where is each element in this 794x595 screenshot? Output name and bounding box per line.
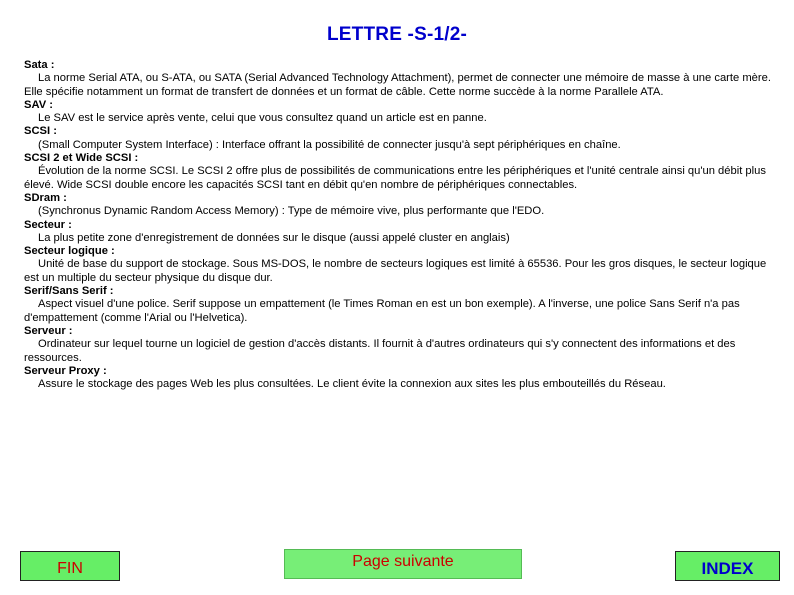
page-title: LETTRE -S-1/2-	[326, 24, 468, 45]
entry-definition: (Small Computer System Interface) : Interface offrant la possibilité de connecter jusqu'à sept périphériques en chaîne.	[38, 138, 621, 151]
entry-term: Serveur Proxy :	[24, 364, 107, 377]
glossary-entry	[24, 152, 772, 192]
next-page-button[interactable]: Page suivante	[284, 549, 522, 579]
glossary-entry	[24, 219, 772, 246]
entry-definition: Unité de base du support de stockage. Sous MS-DOS, le nombre de secteurs logiques est limité à 65536. Pour les gros disques, le secteur logique est un multiple du secteur physique du disque dur.	[24, 258, 767, 284]
entry-term: SAV :	[24, 98, 54, 111]
glossary-entry	[24, 192, 772, 219]
entry-term: Serif/Sans Serif :	[24, 285, 114, 298]
glossary-entry	[24, 99, 772, 126]
entry-term: Serveur :	[24, 324, 73, 337]
glossary-entry	[24, 325, 772, 365]
glossary-entry	[24, 125, 772, 152]
entry-term: Sata :	[24, 59, 55, 71]
entry-definition: Assure le stockage des pages Web les plus consultées. Le client évite la connexion aux sites les plus embouteillés du Réseau.	[38, 378, 666, 391]
glossary-entry	[24, 365, 772, 392]
entry-term: Secteur :	[24, 218, 72, 231]
glossary-content	[24, 59, 772, 391]
entry-term: SCSI :	[24, 125, 57, 138]
entry-definition: (Synchronus Dynamic Random Access Memory) : Type de mémoire vive, plus performante que l'EDO.	[38, 205, 545, 218]
entry-definition: La norme Serial ATA, ou S-ATA, ou SATA (Serial Advanced Technology Attachment), permet de connecter une mémoire de masse à une carte mère. Elle spécifie notamment un format de transfert de données et un format de câble. Cette norme succède à la norme Parallele ATA.	[24, 72, 771, 98]
entry-definition: Évolution de la norme SCSI. Le SCSI 2 offre plus de possibilités de communications entre les périphériques et l'unité centrale ainsi qu'un débit plus élevé. Wide SCSI double encore les capacités SCSI tant en débit qu'en nombre de périphériques connectables.	[24, 165, 766, 191]
entry-definition: Aspect visuel d'une police. Serif suppose un empattement (le Times Roman en est un bon exemple). A l'inverse, une police Sans Serif n'a pas d'empattement (comme l'Arial ou l'Helvetica).	[24, 298, 740, 324]
index-button[interactable]: INDEX	[675, 551, 780, 581]
glossary-entry	[24, 285, 772, 325]
glossary-entry	[24, 245, 772, 285]
glossary-entry	[24, 59, 772, 99]
entry-term: SCSI 2 et Wide SCSI :	[24, 152, 139, 165]
entry-definition: Le SAV est le service après vente, celui que vous consultez quand un article est en panne.	[38, 112, 487, 125]
fin-button[interactable]: FIN	[20, 551, 120, 581]
entry-definition: Ordinateur sur lequel tourne un logiciel de gestion d'accès distants. Il fournit à d'autres ordinateurs qui s'y connectent des informations et des ressources.	[24, 338, 736, 364]
entry-term: SDram :	[24, 191, 67, 204]
entry-term: Secteur logique :	[24, 245, 115, 258]
entry-definition: La plus petite zone d'enregistrement de données sur le disque (aussi appelé cluster en anglais)	[38, 231, 510, 244]
